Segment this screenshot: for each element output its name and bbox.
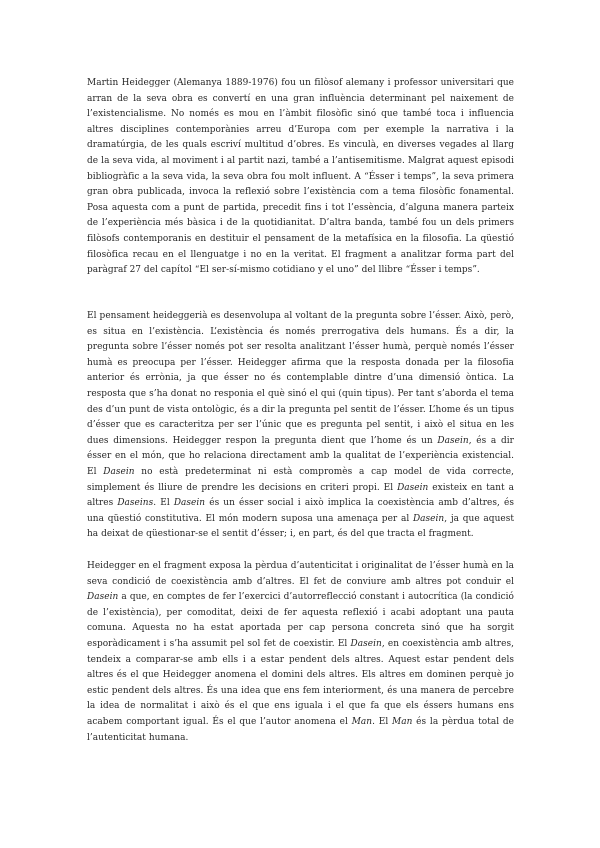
paragraph-text [87, 559, 514, 746]
text-segment: , ja que aquest ha deixat de qüestionar-se el sentit d’ésser; i, en part, és del que tracta el fragment. [87, 513, 514, 540]
text-segment: El pensament heideggerià es desenvolupa al voltant de la pregunta sobre l’ésser. Això, però, es situa en l’existència. L’existència és només prerrogativa dels humans. És a dir, la pregunta sobre l’ésser només pot ser resolta analitzant l’ésser humà, perquè només l’ésser humà es preocupa per l’ésser. Heidegger afirma que la resposta donada per la filosofia anterior és errònia, ja que ésser no és contemplable dintre d’una dimensió òntica. La resposta que s’ha donat no responia el què sinó el qui (quin tipus). Per tant s’aborda el tema des d’un punt de vista ontològic, és a dir la pregunta pel sentit de l’ésser. L’home és un tipus d’ésser que es caracteritza per ser l’únic que es pregunta pel sentit, i això el situa en les dues dimensions. Heidegger respon la pregunta dient que l’home és un [87, 311, 514, 446]
text-segment: . El [372, 716, 393, 727]
text-segment: no està predeterminat ni està compromès a cap model de vida correcte, simplement és lliure de prendre les decisions en criteri propi. El [87, 466, 515, 493]
italic-term: Dasein [87, 592, 119, 603]
paragraph-text [87, 76, 514, 279]
italic-term: Dasein [412, 513, 445, 524]
text-segment: és la pèrdua total de l’autenticitat humana. [87, 716, 515, 743]
text-segment: , en coexistència amb altres, tendeix a comparar-se amb ells i a estar pendent dels altres. Aquest estar pendent dels altres és el que Heidegger anomena el domini dels altres. Els altres em dominen perquè jo estic pendent dels altres. És una idea que ens fem interiorment, és una manera de percebre la idea de normalitat i això és el que ens iguala i el que fa que els éssers humans ens acabem comportant igual. És el que l’autor anomena el [87, 638, 514, 727]
text-segment: Martin Heidegger (Alemanya 1889-1976) fou un filòsof alemany i professor universitari que arran de la seva obra es convertí en una gran influència determinant pel naixement de l’existencialisme. No només es mou en l’àmbit filosòfic sinó que també toca i influencia altres disciplines contemporànies arreu d’Europa com per exemple la narrativa i la dramatúrgia, de les quals escriví multitud d’obres. Es vinculà, en diverses vegades al llarg de la seva vida, al moviment i al partit nazi, també a l’antisemitisme. Malgrat aquest episodi bibliogràfic a la seva vida, la seva obra fou molt influent. A “Ésser i temps”, la seva primera gran obra publicada, invoca la reflexió sobre l’existència com a tema filosòfic fonamental. Posa aquesta com a punt de partida, precedit fins i tot l’essència, d’alguna manera parteix de l’experiència més bàsica i de la quotidianitat. D’altra banda, també fou un dels primers filòsofs contemporanis en destituir el pensament de la metafísica en la filosofia. La qüestió filosòfica recau en el llenguatge i no en la veritat. El fragment a analitzar forma part del paràgraf 27 del capítol “El ser-sí-mismo cotidiano y el uno” del llibre “Ésser i temps”. [87, 78, 514, 276]
italic-term: Dasein [350, 638, 382, 649]
italic-term: Man [351, 716, 373, 727]
text-segment: a que, en comptes de fer l’exercici d’autorreflecció constant i autocrítica (la condició de l’existència), per comoditat, deixi de fer aquesta reflexió i acabi adoptant una pauta comuna. Aquesta no ha estat aportada per cap persona concreta sinó que ha sorgit esporàdicament i s’ha assumit pel sol fet de coexistir. El [87, 592, 514, 649]
text-segment: Heidegger en el fragment exposa la pèrdua d’autenticitat i originalitat de l’ésser humà en la seva condició de coexistència amb d’altres. El fet de conviure amb altres pot conduir el [87, 561, 514, 587]
italic-term: Dasein [437, 435, 469, 446]
paragraph-fragment-analysis [87, 559, 514, 746]
italic-term: Daseins [117, 498, 154, 509]
paragraph-text [87, 309, 514, 543]
italic-term: Man [392, 716, 413, 727]
text-segment: , és a dir ésser en el món, que ho relaciona directament amb la qualitat de l’experiència existencial. El [87, 435, 514, 477]
italic-term: Dasein [397, 482, 429, 493]
text-segment: existeix en tant a altres [87, 482, 515, 509]
paragraph-dasein [87, 309, 514, 543]
text-segment: . El [153, 498, 174, 509]
italic-term: Dasein [103, 466, 135, 477]
paragraph-introduction [87, 76, 514, 279]
text-segment: és un ésser social i això implica la coexistència amb d’altres, és una qüestió constitutiva. El món modern suposa una amenaça per al [87, 498, 514, 524]
italic-term: Dasein [173, 498, 206, 509]
